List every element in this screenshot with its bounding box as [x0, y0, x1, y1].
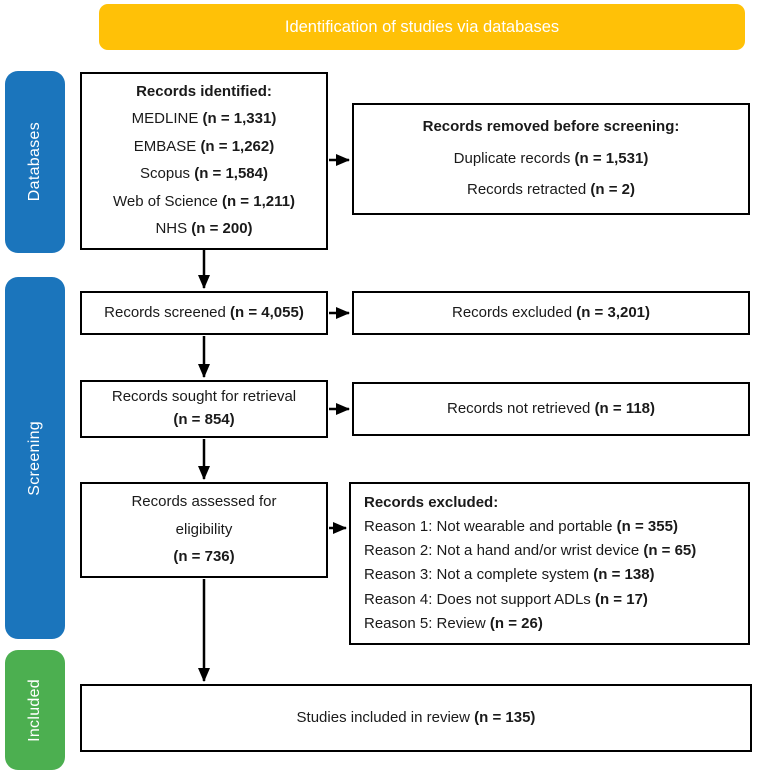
- box-studies-included: [80, 684, 752, 752]
- stage-bar-screening: [5, 277, 65, 639]
- source-line-embase: EMBASE (n = 1,262): [133, 137, 275, 155]
- stage-label-databases: Databases: [26, 122, 43, 202]
- box-records-sought: [80, 380, 328, 438]
- stage-bar-databases: [5, 71, 65, 253]
- source-line-scopus: Scopus (n = 1,584): [140, 165, 268, 183]
- box-records-not-retrieved: [352, 382, 750, 436]
- studies-included-text: Studies included in review (n = 135): [296, 708, 536, 726]
- box-records-screened: [80, 291, 328, 335]
- title-banner-label: Identification of studies via databases: [284, 17, 560, 36]
- box-records-identified: [80, 72, 328, 250]
- records-assessed-line2: eligibility: [175, 520, 233, 538]
- records-sought-count: (n = 854): [173, 411, 235, 429]
- records-removed-heading: Records removed before screening:: [422, 117, 680, 135]
- removed-line-retracted: Records retracted (n = 2): [467, 181, 635, 199]
- stage-label-screening: Screening: [26, 420, 43, 496]
- reason-5: Reason 5: Review (n = 26): [364, 614, 543, 632]
- reason-1: Reason 1: Not wearable and portable (n = 355): [364, 517, 678, 535]
- box-records-assessed: [80, 482, 328, 578]
- records-assessed-line1: Records assessed for: [131, 492, 277, 510]
- source-line-web-of-science: Web of Science (n = 1,211): [113, 192, 295, 210]
- records-assessed-count: (n = 736): [173, 548, 235, 566]
- records-not-retrieved-text: Records not retrieved (n = 118): [446, 399, 656, 417]
- title-banner: [99, 4, 745, 50]
- reason-3: Reason 3: Not a complete system (n = 138): [364, 566, 655, 584]
- records-sought-line1: Records sought for retrieval: [111, 388, 297, 406]
- source-line-medline: MEDLINE (n = 1,331): [131, 110, 277, 128]
- source-line-nhs: NHS (n = 200): [155, 220, 253, 238]
- records-identified-heading: Records identified:: [136, 82, 272, 100]
- removed-line-duplicates: Duplicate records (n = 1,531): [453, 149, 649, 167]
- exclusion-reasons-heading: Records excluded:: [364, 493, 499, 511]
- stage-label-included: Included: [26, 678, 43, 742]
- reason-4: Reason 4: Does not support ADLs (n = 17): [364, 590, 648, 608]
- box-exclusion-reasons: [349, 482, 750, 645]
- records-screened-text: Records screened (n = 4,055): [104, 303, 304, 321]
- records-excluded-text: Records excluded (n = 3,201): [451, 303, 651, 321]
- stage-bar-included: [5, 650, 65, 770]
- box-records-removed: [352, 103, 750, 215]
- reason-2: Reason 2: Not a hand and/or wrist device (n = 65): [364, 542, 697, 559]
- box-records-excluded: [352, 291, 750, 335]
